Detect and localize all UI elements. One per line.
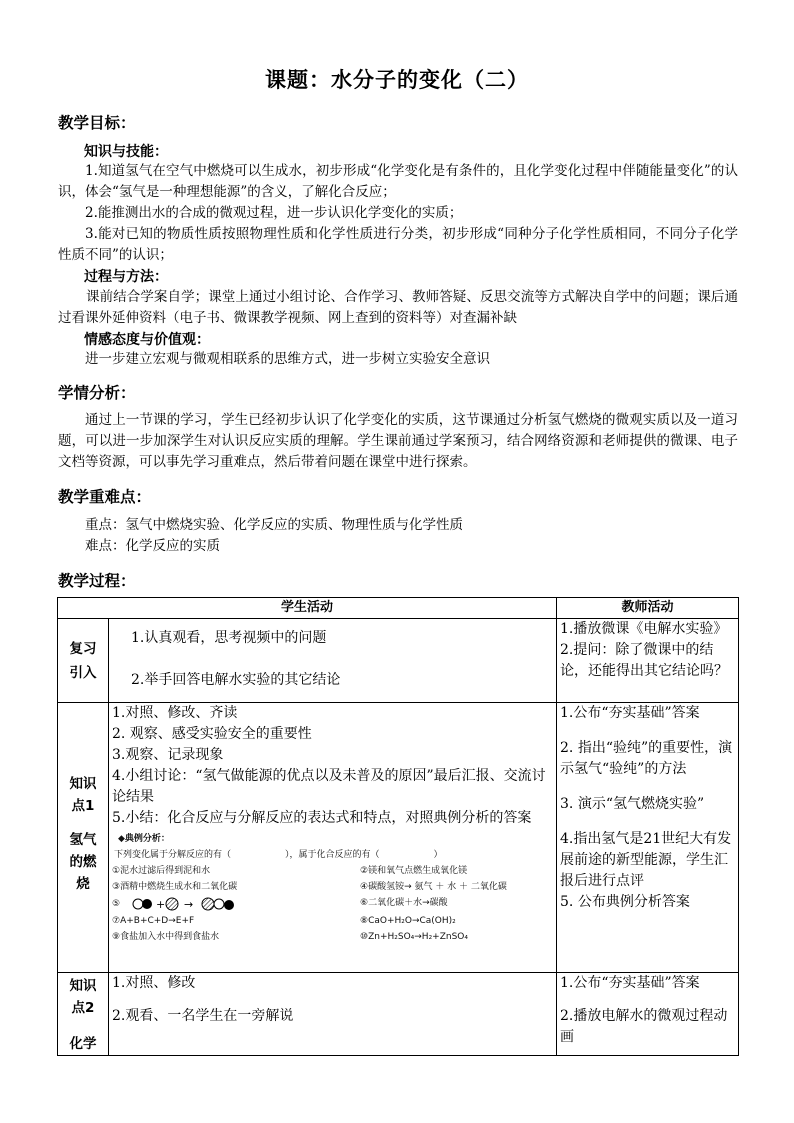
list-item: 4.小组讨论：“氢气做能源的优点以及未普及的原因”最后汇报、交流讨论结果 [112, 768, 546, 805]
knowledge-item-1: 1.知道氢气在空气中燃烧可以生成水，初步形成“化学变化是有条件的，且化学变化过程中伴随能量变化”的认识，体会“氢气是一种理想能源”的含义，了解化合反应； [58, 163, 738, 200]
table-row [58, 619, 739, 703]
knowledge-item-3: 3.能对已知的物质性质按照物理性质和化学性质进行分类，初步形成“同种分子化学性质相同，不同分子化学性质不同”的认识； [58, 226, 738, 263]
list-item: 2.观看、一名学生在一旁解说 [112, 1008, 294, 1024]
example-heading: ◆典例分析： [118, 834, 170, 844]
analysis-heading: 学情分析： [58, 384, 136, 402]
student-activity-header: 学生活动 [58, 598, 557, 619]
process-table [57, 597, 739, 1056]
list-item: 1.对照、修改 [112, 975, 196, 991]
process-heading: 教学过程： [58, 572, 136, 590]
process-method-text: 课前结合学案自学；课堂上通过小组讨论、合作学习、教师答疑、反思交流等方式解决自学中的问题；课后通过看课外延伸资料（电子书、微课教学视频、网上查到的资料等）对查漏补缺 [58, 289, 738, 326]
list-item: 2.播放电解水的微观过程动画 [560, 1008, 728, 1045]
example-option-row: ①泥水过滤后得到泥和水 ②镁和氧气点燃生成氧化镁 [112, 866, 468, 876]
teacher-activity-cell [557, 703, 739, 973]
list-item: 5.小结：化合反应与分解反应的表达式和特点，对照典例分析的答案 [112, 810, 532, 826]
table-row [58, 973, 739, 1056]
table-row [58, 703, 739, 973]
list-item: 2.举手回答电解水实验的其它结论 [131, 672, 341, 688]
student-activity-cell [109, 973, 557, 1056]
keypoints-difficulty: 难点：化学反应的实质 [85, 538, 220, 554]
student-activity-cell [109, 619, 557, 703]
example-analysis [112, 831, 552, 945]
svg-text:+: + [156, 898, 166, 911]
knowledge-item-2: 2.能推测出水的合成的微观过程，进一步认识化学变化的实质； [85, 205, 463, 221]
list-item: 1.公布“夯实基础”答案 [560, 975, 700, 991]
example-option-row: ③酒精中燃烧生成水和二氧化碳 ④碳酸氢铵→ 氨气 ＋ 水 ＋ 二氧化碳 [112, 882, 507, 892]
objectives-heading: 教学目标： [58, 114, 136, 132]
section-label: 知识点1 氢气的燃烧 [58, 703, 109, 973]
section-label: 复习引入 [58, 619, 109, 703]
knowledge-heading: 知识与技能： [84, 144, 168, 160]
analysis-text: 通过上一节课的学习，学生已经初步认识了化学变化的实质，这节课通过分析氢气燃烧的微观实质以及一道习题，可以进一步加深学生对认识反应实质的理解。学生课前通过学案预习，结合网络资源和老师提供的微课、电子文档等资源，可以事先学习重难点，然后带着问题在课堂中进行探索。 [58, 412, 738, 470]
example-option-row: ⑨食盐加入水中得到食盐水 ⑩Zn+H₂SO₄→H₂+ZnSO₄ [112, 932, 468, 942]
example-option-row: ⑤ + → ⑥二氧化碳＋水→碳酸 [112, 895, 552, 913]
molecule-reaction-diagram [126, 895, 276, 913]
list-item: 1.对照、修改、齐读 [112, 705, 238, 721]
list-item: 2.提问：除了微课中的结论，还能得出其它结论吗？ [560, 642, 729, 679]
list-item: 2. 观察、感受实验安全的重要性 [112, 726, 312, 742]
list-item: 1.公布“夯实基础”答案 [560, 705, 700, 721]
keypoints-focus: 重点：氢气中燃烧实验、化学反应的实质、物理性质与化学性质 [85, 517, 463, 533]
list-item: 4.指出氢气是21世纪大有发展前途的新型能源，学生汇报后进行点评 [560, 831, 732, 889]
list-item: 3. 演示“氢气燃烧实验” [560, 796, 705, 812]
example-question: 下列变化属于分解反应的有（ ），属于化合反应的有（ ） [114, 850, 443, 860]
table-header-row [58, 598, 739, 619]
list-item: 5. 公布典例分析答案 [560, 894, 690, 910]
list-item: 1.认真观看，思考视频中的问题 [131, 630, 327, 646]
student-activity-cell [109, 703, 557, 973]
list-item: 1.播放微课《电解水实验》 [560, 621, 728, 637]
keypoints-heading: 教学重难点： [58, 488, 152, 506]
list-item: 3.观察、记录现象 [112, 747, 224, 763]
page-title: 课题：水分子的变化（二） [265, 68, 529, 92]
teacher-activity-cell [557, 973, 739, 1056]
example-option-row: ⑦A+B+C+D→E+F ⑧CaO+H₂O→Ca(OH)₂ [112, 916, 456, 926]
attitude-text: 进一步建立宏观与微观相联系的思维方式，进一步树立实验安全意识 [85, 351, 490, 367]
process-method-heading: 过程与方法： [84, 269, 168, 285]
list-item: 2. 指出“验纯”的重要性，演示氢气“验纯”的方法 [560, 740, 733, 777]
attitude-heading: 情感态度与价值观： [84, 332, 210, 348]
teacher-activity-header: 教师活动 [557, 598, 739, 619]
section-label: 知识点2 化学 [58, 973, 109, 1056]
svg-text:→: → [184, 898, 194, 911]
teacher-activity-cell [557, 619, 739, 703]
